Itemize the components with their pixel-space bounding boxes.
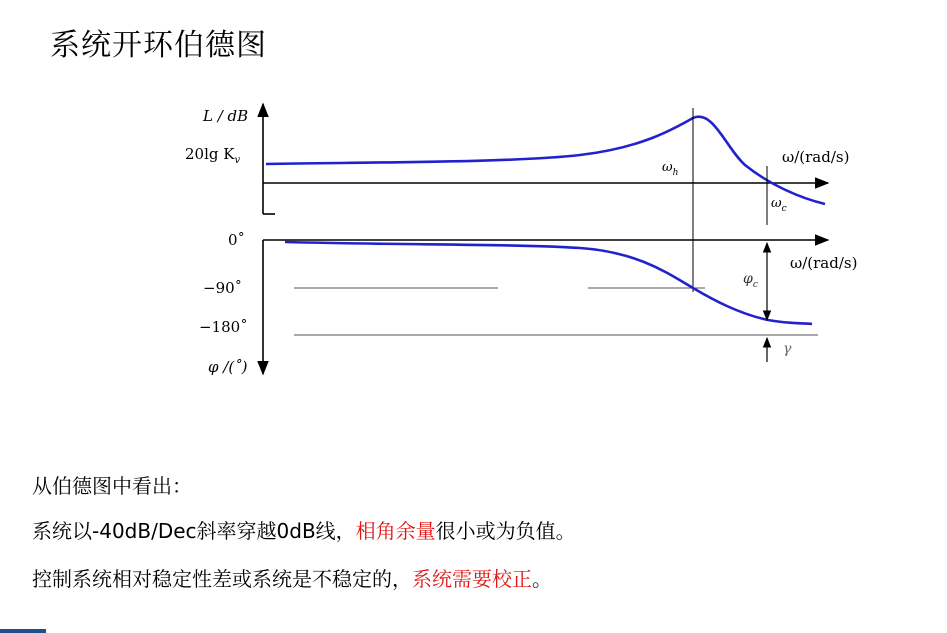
magnitude-curve <box>266 117 825 204</box>
phi-c-subscript: c <box>752 280 758 290</box>
gain-level-label <box>185 145 240 166</box>
text-line-3-end: 。 <box>532 567 552 591</box>
phase-margin-highlight: 相角余量 <box>355 519 436 543</box>
omega-c-symbol: ω <box>771 196 782 211</box>
text-line-1-content: 从伯德图中看出： <box>32 474 192 498</box>
gain-level-subscript: v <box>234 155 241 166</box>
omega-axis-label-top: ω/(rad/s) <box>782 148 850 166</box>
magnitude-axis-label: L / dB <box>203 107 249 125</box>
phi-c-symbol: φ <box>743 271 753 287</box>
omega-h-subscript: h <box>672 168 679 178</box>
omega-c-subscript: c <box>781 204 787 214</box>
gamma-label: γ <box>783 341 792 357</box>
omega-axis-label-bottom: ω/(rad/s) <box>790 254 858 272</box>
omega-h-symbol: ω <box>662 160 673 175</box>
text-line-2-start: 系统以-40dB/Dec斜率穿越0dB线， <box>32 519 356 543</box>
phase-tick-180: −180˚ <box>199 318 248 336</box>
text-line-1 <box>32 470 192 499</box>
slide-title: 系统开环伯德图 <box>50 28 267 63</box>
slide-corner-bar <box>0 629 46 633</box>
gain-level-text: 20lg K <box>185 145 235 163</box>
omega-c-label <box>771 196 787 214</box>
phase-axis-label: φ /(˚) <box>208 358 248 376</box>
text-line-3-start: 控制系统相对稳定性差或系统是不稳定的， <box>32 567 412 591</box>
phase-tick-0: 0˚ <box>228 231 246 249</box>
phase-curve <box>285 242 812 324</box>
text-line-2 <box>32 515 576 544</box>
text-line-3 <box>32 563 552 592</box>
omega-h-label <box>662 160 678 178</box>
phase-tick-90: −90˚ <box>203 279 243 297</box>
correction-highlight: 系统需要校正 <box>412 567 532 591</box>
phi-c-label <box>743 271 758 290</box>
text-line-2-end: 很小或为负值。 <box>435 519 576 543</box>
